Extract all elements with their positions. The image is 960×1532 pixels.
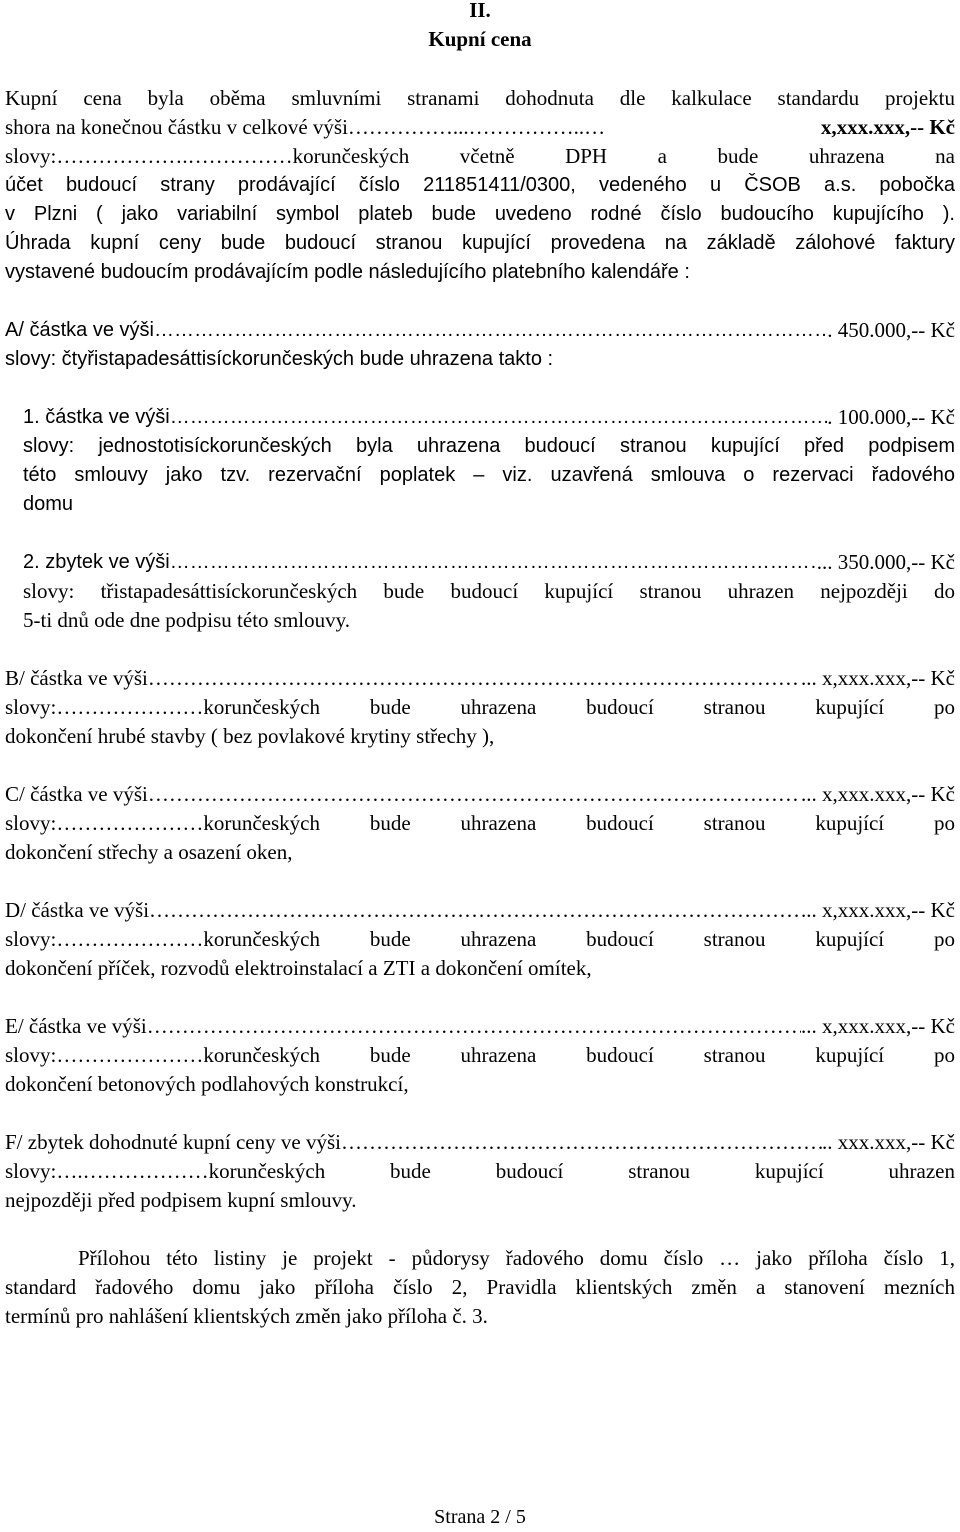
payment-2-line-2: 5-ti dnů ode dne podpisu této smlouvy. [23, 608, 351, 632]
payment-c-words-prefix: slovy: [5, 811, 57, 835]
payment-1-line-2: této smlouvy jako tzv. rezervační poplatek – viz. uzavřená smlouva o rezervaci řadového [23, 464, 955, 486]
intro-line-7: vystavené budoucím prodávajícím podle následujícího platebního kalendáře : [5, 261, 690, 283]
payment-b-row [5, 664, 955, 693]
payment-d-words-dots: ………………… [56, 927, 204, 951]
payment-1-amount: . 100.000,-- Kč [827, 405, 955, 429]
payment-d-words-prefix: slovy: [5, 927, 57, 951]
payment-1-label: 1. částka ve výši [23, 406, 170, 428]
intro-line-3-dots: ……………….…………… [56, 144, 293, 168]
section-number: II. [469, 0, 491, 22]
payment-d-row [5, 896, 955, 925]
payment-b-words-text: korunčeských bude uhrazena budoucí stranou kupující po [203, 695, 955, 719]
payment-c-line-2: dokončení střechy a osazení oken, [5, 840, 293, 864]
page-number: Strana 2 / 5 [434, 1506, 526, 1528]
attachment-line-2: standard řadového domu jako příloha číslo 2, Pravidla klientských změn a stanovení mezních [5, 1275, 955, 1299]
intro-line-1: Kupní cena byla oběma smluvními stranami dohodnuta dle kalkulace standardu projektu [5, 86, 955, 110]
payment-c-words [5, 809, 955, 838]
payment-b-amount: ... x,xxx.xxx,-- Kč [801, 666, 955, 690]
payment-b-words-prefix: slovy: [5, 695, 57, 719]
intro-line-4: účet budoucí strany prodávající číslo 211851411/0300, vedeného u ČSOB a.s. pobočka [5, 174, 955, 196]
payment-f-words-prefix: slovy: [5, 1159, 57, 1183]
payment-f-line-2: nejpozději před podpisem kupní smlouvy. [5, 1188, 357, 1212]
payment-f-words-dots: ….……………… [56, 1159, 209, 1183]
payment-b-label: B/ částka ve výši [5, 666, 148, 690]
payment-c-amount: ... x,xxx.xxx,-- Kč [801, 782, 955, 806]
payment-c-label: C/ částka ve výši [5, 782, 148, 806]
payment-e-amount: ... x,xxx.xxx,-- Kč [801, 1014, 955, 1038]
payment-d-line-2: dokončení příček, rozvodů elektroinstalací a ZTI a dokončení omítek, [5, 956, 592, 980]
payment-e-words-prefix: slovy: [5, 1043, 57, 1067]
payment-e-line-2: dokončení betonových podlahových konstrukcí, [5, 1072, 409, 1096]
payment-c-dots [148, 780, 801, 809]
payment-b-words [5, 693, 955, 722]
payment-d-words [5, 925, 955, 954]
payment-1-line-3: domu [23, 493, 74, 515]
payment-a-amount: . 450.000,-- Kč [827, 318, 955, 342]
payment-d-label: D/ částka ve výši [5, 898, 150, 922]
payment-c-words-text: korunčeských bude uhrazena budoucí stranou kupující po [203, 811, 955, 835]
payment-2-dots [170, 548, 817, 577]
payment-d-dots [149, 896, 801, 925]
payment-f-words-text: korunčeských bude budoucí stranou kupující uhrazen [208, 1159, 955, 1183]
payment-2-amount: ... 350.000,-- Kč [816, 550, 955, 574]
total-price-amount: x,xxx.xxx,-- Kč [820, 115, 955, 139]
payment-e-dots [147, 1012, 801, 1041]
payment-c-words-dots: ………………… [56, 811, 204, 835]
payment-e-words-dots: ………………… [56, 1043, 204, 1067]
payment-1-dots [170, 403, 828, 432]
payment-d-amount: ... x,xxx.xxx,-- Kč [801, 898, 955, 922]
payment-b-line-2: dokončení hrubé stavby ( bez povlakové krytiny střechy ), [5, 724, 495, 748]
payment-2-label: 2. zbytek ve výši [23, 551, 170, 573]
intro-line-2 [5, 113, 955, 142]
intro-line-3-prefix: slovy: [5, 144, 57, 168]
payment-a-dots [154, 316, 827, 345]
intro-line-2-dots: ……………...……………..… [347, 115, 606, 139]
payment-f-amount: .. xxx.xxx,-- Kč [822, 1130, 955, 1154]
payment-f-row [5, 1128, 955, 1157]
intro-line-3-text: korunčeských včetně DPH a bude uhrazena na [292, 144, 955, 168]
payment-1-line-1: slovy: jednostotisíckorunčeských byla uhrazena budoucí stranou kupující před podpisem [23, 435, 955, 457]
payment-e-label: E/ částka ve výši [5, 1014, 147, 1038]
payment-a-row [5, 316, 955, 345]
payment-b-words-dots: ………………… [56, 695, 204, 719]
payment-b-dots [148, 664, 801, 693]
payment-f-words [5, 1157, 955, 1186]
payment-f-dots [341, 1128, 822, 1157]
payment-f-label: F/ zbytek dohodnuté kupní ceny ve výši [5, 1130, 341, 1154]
payment-1-row [23, 403, 955, 432]
payment-e-words [5, 1041, 955, 1070]
intro-line-2-text: shora na konečnou částku v celkové výši [5, 115, 348, 139]
payment-2-line-1: slovy: třistapadesáttisíckorunčeských bude budoucí kupující stranou uhrazen nejpozději do [23, 579, 955, 603]
attachment-line-3: termínů pro nahlášení klientských změn jako příloha č. 3. [5, 1304, 488, 1328]
attachment-line-1: Přílohou této listiny je projekt - půdorysy řadového domu číslo … jako příloha číslo 1, [78, 1246, 955, 1270]
payment-a-words: slovy: čtyřistapadesáttisíckorunčeských bude uhrazena takto : [5, 348, 554, 370]
payment-2-row [23, 548, 955, 577]
payment-d-words-text: korunčeských bude uhrazena budoucí stranou kupující po [203, 927, 955, 951]
payment-a-label: A/ částka ve výši [5, 319, 154, 341]
intro-line-5: v Plzni ( jako variabilní symbol plateb bude uvedeno rodné číslo budoucího kupujícího ). [5, 203, 955, 225]
intro-line-6: Úhrada kupní ceny bude budoucí stranou kupující provedena na základě zálohové faktury [5, 232, 955, 254]
payment-e-words-text: korunčeských bude uhrazena budoucí stranou kupující po [203, 1043, 955, 1067]
intro-line-3 [5, 142, 955, 171]
payment-e-row [5, 1012, 955, 1041]
section-title: Kupní cena [428, 27, 532, 51]
payment-c-row [5, 780, 955, 809]
